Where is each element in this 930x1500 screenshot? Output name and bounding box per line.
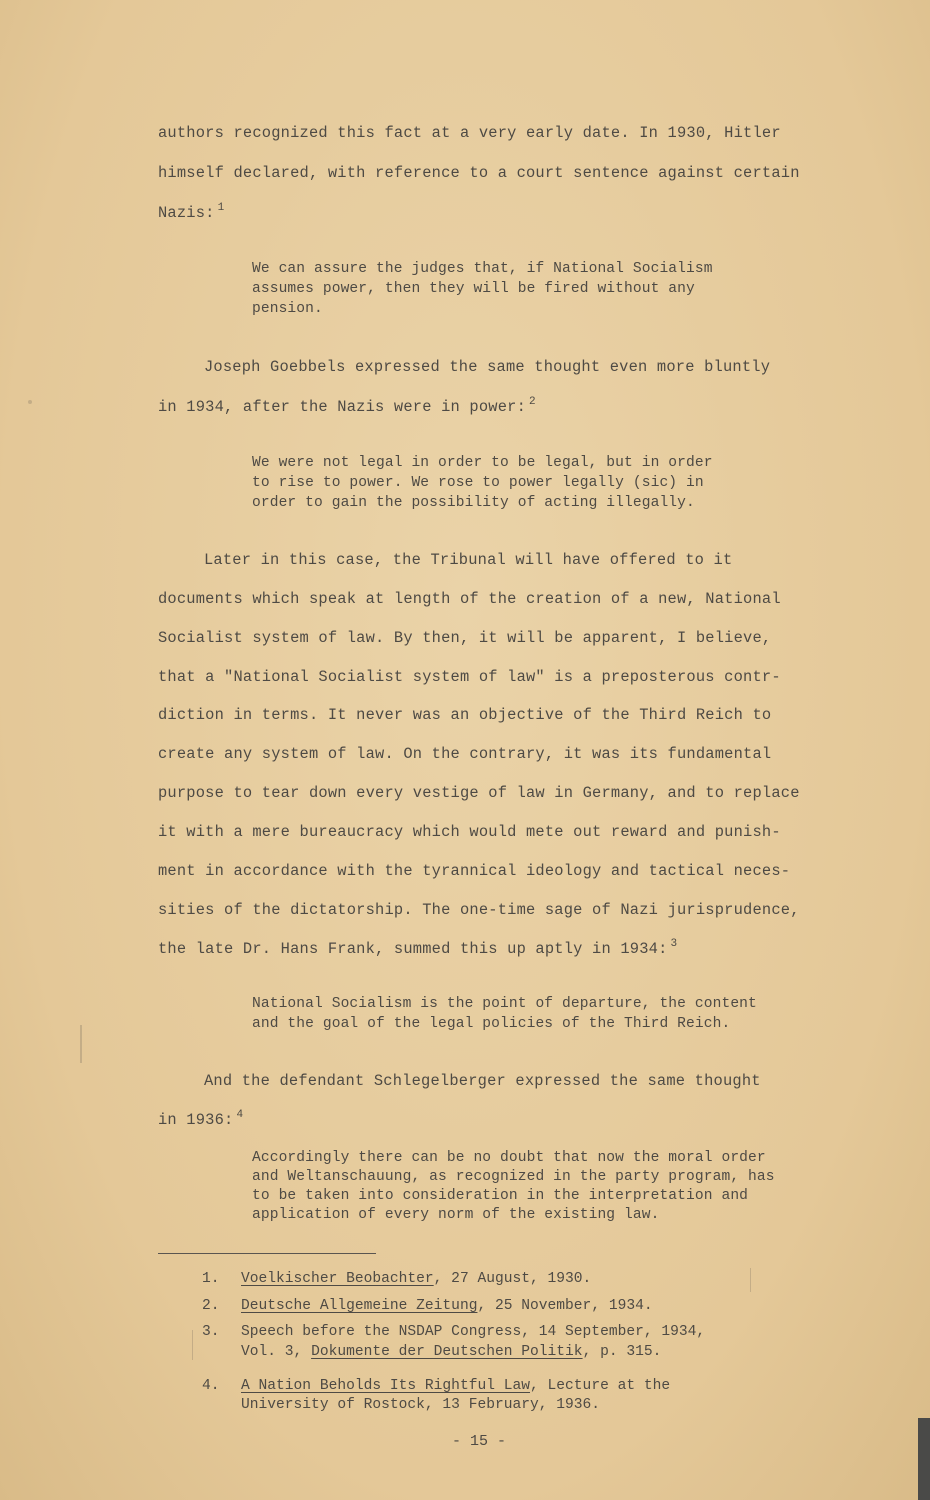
page-edge	[918, 1418, 930, 1500]
quote-line: pension.	[252, 301, 323, 317]
footnote-text: Vol. 3, Dokumente der Deutschen Politik, p. 315.	[241, 1344, 662, 1360]
footnote-text: Speech before the NSDAP Congress, 14 September, 1934,	[241, 1324, 706, 1340]
footnote-number: 2.	[202, 1298, 220, 1314]
paper-mark	[28, 400, 32, 404]
body-line: Later in this case, the Tribunal will have offered to it	[204, 551, 733, 569]
body-line: Joseph Goebbels expressed the same thought even more bluntly	[204, 358, 771, 376]
quote-line: We were not legal in order to be legal, but in order	[252, 455, 713, 471]
body-line: sities of the dictatorship. The one-time sage of Nazi jurisprudence,	[158, 901, 800, 919]
quote-line: order to gain the possibility of acting illegally.	[252, 495, 695, 511]
body-line: Socialist system of law. By then, it will be apparent, I believe,	[158, 629, 772, 647]
footnote-text: University of Rostock, 13 February, 1936.	[241, 1397, 601, 1413]
quote-line: and Weltanschauung, as recognized in the party program, has	[252, 1169, 775, 1185]
body-line: the late Dr. Hans Frank, summed this up aptly in 1934: $^3$	[158, 938, 678, 958]
body-line: create any system of law. On the contrary, it was its fundamental	[158, 745, 772, 763]
body-line: documents which speak at length of the creation of a new, National	[158, 590, 781, 608]
body-line: that a "National Socialist system of law" is a preposterous contr-	[158, 668, 781, 686]
quote-line: to be taken into consideration in the interpretation and	[252, 1188, 749, 1204]
body-line: purpose to tear down every vestige of law in Germany, and to replace	[158, 784, 800, 802]
footnote-text: Voelkischer Beobachter, 27 August, 1930.	[241, 1271, 592, 1287]
body-line: diction in terms. It never was an objective of the Third Reich to	[158, 706, 772, 724]
footnote-text: A Nation Beholds Its Rightful Law, Lecture at the	[241, 1378, 671, 1394]
body-line: it with a mere bureaucracy which would mete out reward and punish-	[158, 823, 781, 841]
footnote-ref: 4	[236, 1109, 244, 1121]
quote-line: We can assure the judges that, if National Socialism	[252, 261, 713, 277]
footnote-title: Dokumente der Deutschen Politik	[311, 1344, 583, 1360]
footnote-number: 3.	[202, 1324, 220, 1340]
body-line: in 1936: $^4$	[158, 1109, 244, 1129]
footnote-title: Voelkischer Beobachter	[241, 1271, 434, 1287]
footnote-ref: 3	[670, 938, 678, 950]
paper-mark	[80, 1025, 82, 1063]
quote-line: assumes power, then they will be fired without any	[252, 281, 695, 297]
page-number: - 15 -	[452, 1433, 507, 1450]
quote-line: National Socialism is the point of departure, the content	[252, 996, 757, 1012]
quote-line: and the goal of the legal policies of the Third Reich.	[252, 1016, 731, 1032]
paper-mark	[750, 1268, 751, 1292]
paper-mark	[192, 1330, 193, 1360]
footnote-rule	[158, 1253, 376, 1254]
body-line: authors recognized this fact at a very early date. In 1930, Hitler	[158, 124, 781, 142]
body-line: himself declared, with reference to a court sentence against certain	[158, 164, 800, 182]
footnote-number: 1.	[202, 1271, 220, 1287]
footnote-number: 4.	[202, 1378, 220, 1394]
footnote-ref: 1	[217, 202, 225, 214]
quote-line: to rise to power. We rose to power legally (sic) in	[252, 475, 704, 491]
body-line: in 1934, after the Nazis were in power: $^2$	[158, 396, 536, 416]
quote-line: application of every norm of the existing law.	[252, 1207, 660, 1223]
body-line: ment in accordance with the tyrannical ideology and tactical neces-	[158, 862, 791, 880]
body-line: And the defendant Schlegelberger expressed the same thought	[204, 1072, 761, 1090]
footnote-title: A Nation Beholds Its Rightful Law	[241, 1378, 531, 1394]
quote-line: Accordingly there can be no doubt that now the moral order	[252, 1150, 766, 1166]
footnote-title: Deutsche Allgemeine Zeitung	[241, 1298, 478, 1314]
footnote-ref: 2	[529, 396, 536, 408]
body-line: Nazis: $^1$	[158, 202, 225, 222]
footnote-text: Deutsche Allgemeine Zeitung, 25 November, 1934.	[241, 1298, 653, 1314]
